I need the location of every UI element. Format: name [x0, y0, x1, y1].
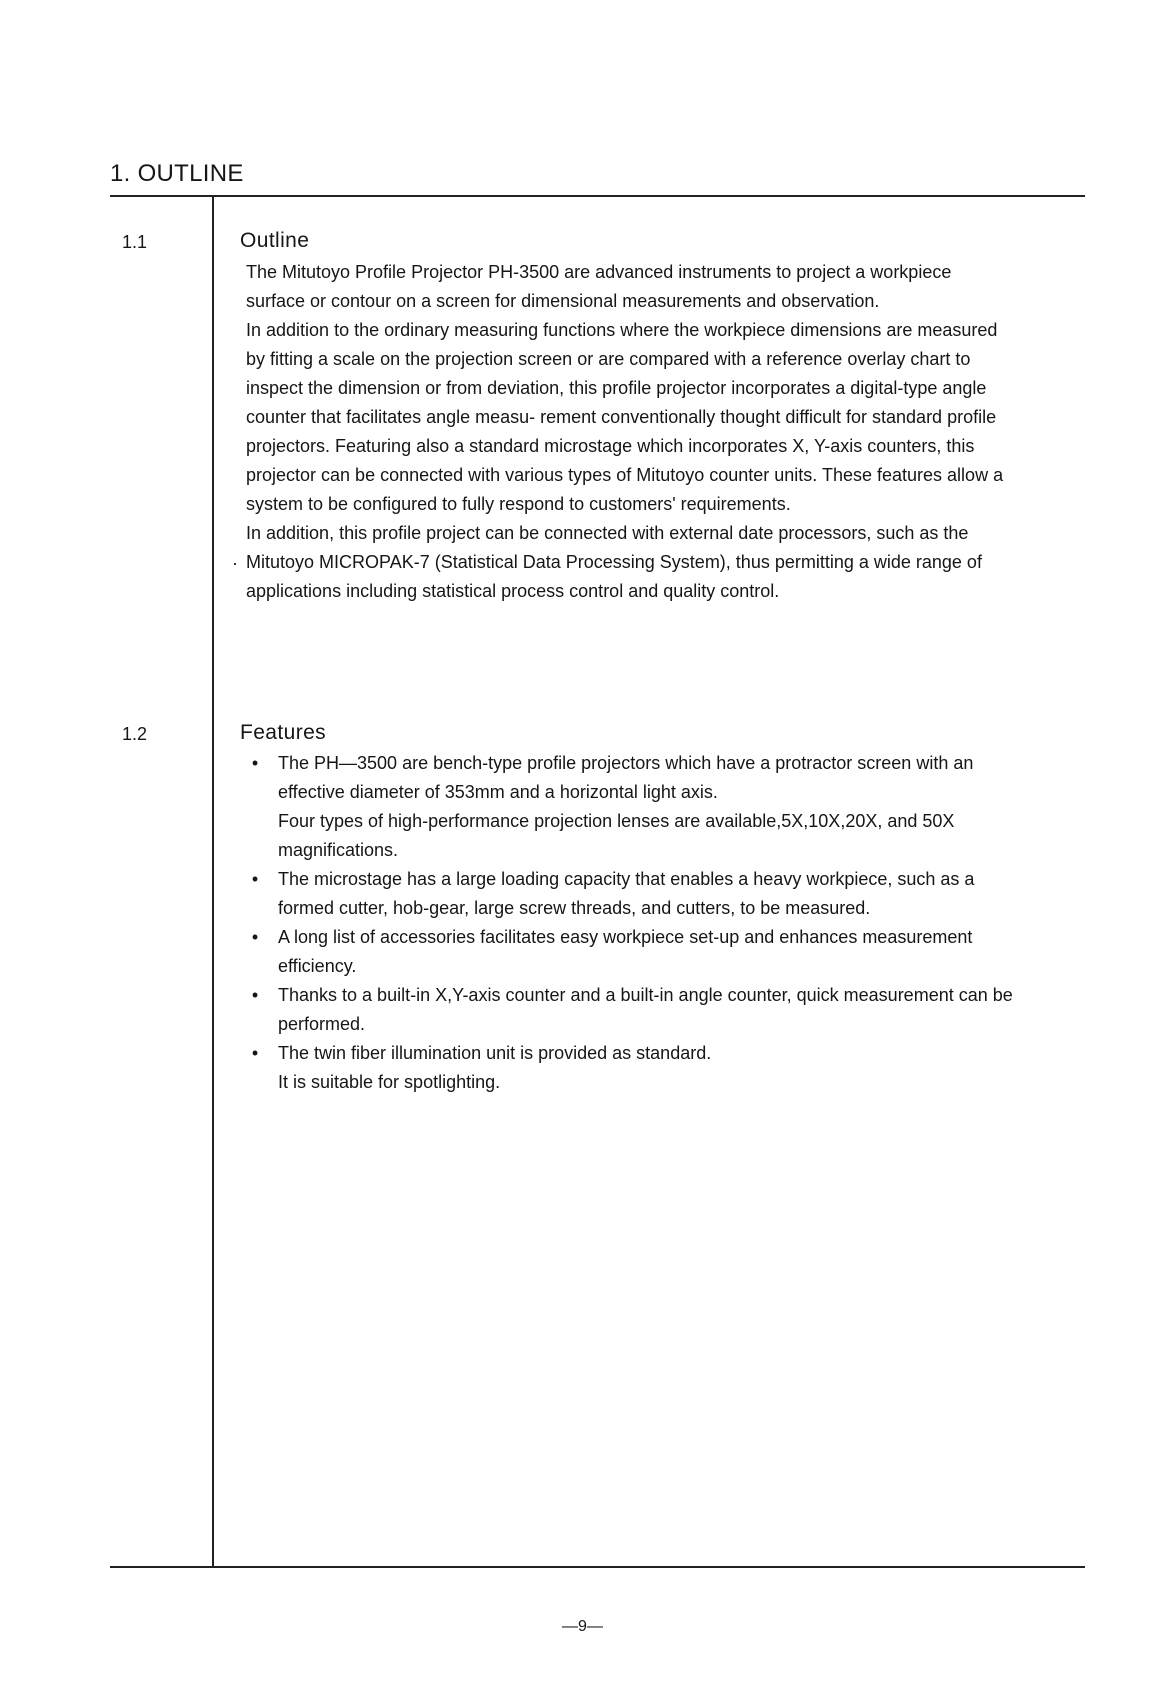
list-item	[246, 865, 1016, 923]
outline-body	[246, 258, 1006, 606]
list-item-text: The PH—3500 are bench-type profile projectors which have a protractor screen with an effective diameter of 353mm and a horizontal light axis.	[278, 753, 974, 802]
paragraph: In addition to the ordinary measuring functions where the workpiece dimensions are measured by fitting a scale on the projection screen or are compared with a reference overlay chart to inspect the dimension or from deviation, this profile projector incorporates a digital-type angle counter that facilitates angle measu- rement conventionally thought difficult for standard profile projectors. Featuring also a standard microstage which incorporates X, Y-axis counters, this projector can be connected with various types of Mitutoyo counter units. These features allow a system to be configured to fully respond to customers' requirements.	[246, 320, 1004, 514]
list-item	[246, 981, 1016, 1039]
section-title: Outline	[240, 229, 310, 252]
list-item-text: Four types of high-performance projection lenses are available,5X,10X,20X, and 50X magnifications.	[278, 811, 955, 860]
page-number: —9—	[562, 1618, 603, 1635]
features-list	[246, 749, 1016, 1097]
margin-rule	[212, 196, 214, 1567]
bullet-icon: •	[251, 753, 259, 773]
section-number: 1.1	[122, 232, 148, 252]
bullet-icon: •	[251, 869, 259, 889]
list-item-text: The twin fiber illumination unit is provided as standard.	[278, 1043, 712, 1063]
section-number: 1.2	[122, 724, 148, 744]
list-item	[246, 1039, 1016, 1097]
chapter-title: 1. OUTLINE	[110, 160, 244, 187]
bullet-icon: •	[251, 1043, 259, 1063]
bottom-rule	[110, 1566, 1085, 1568]
bullet-icon: •	[251, 927, 259, 947]
list-item-text: Thanks to a built-in X,Y-axis counter and a built-in angle counter, quick measurement can be performed.	[278, 985, 1013, 1034]
bullet-icon: •	[251, 985, 259, 1005]
paragraph: The Mitutoyo Profile Projector PH-3500 are advanced instruments to project a workpiece surface or contour on a screen for dimensional measurements and observation.	[246, 262, 952, 311]
scan-speck	[234, 563, 236, 565]
list-item	[246, 749, 1016, 865]
list-item	[246, 923, 1016, 981]
section-title: Features	[240, 721, 327, 744]
paragraph: In addition, this profile project can be connected with external date processors, such as the Mitutoyo MICROPAK-7 (Statistical Data Processing System), thus permitting a wide range of applications including statistical process control and quality control.	[246, 523, 982, 601]
list-item-text: It is suitable for spotlighting.	[278, 1072, 501, 1092]
list-item-text: The microstage has a large loading capacity that enables a heavy workpiece, such as a formed cutter, hob-gear, large screw threads, and cutters, to be measured.	[278, 869, 975, 918]
top-rule	[110, 195, 1085, 197]
list-item-text: A long list of accessories facilitates easy workpiece set-up and enhances measurement efficiency.	[278, 927, 973, 976]
